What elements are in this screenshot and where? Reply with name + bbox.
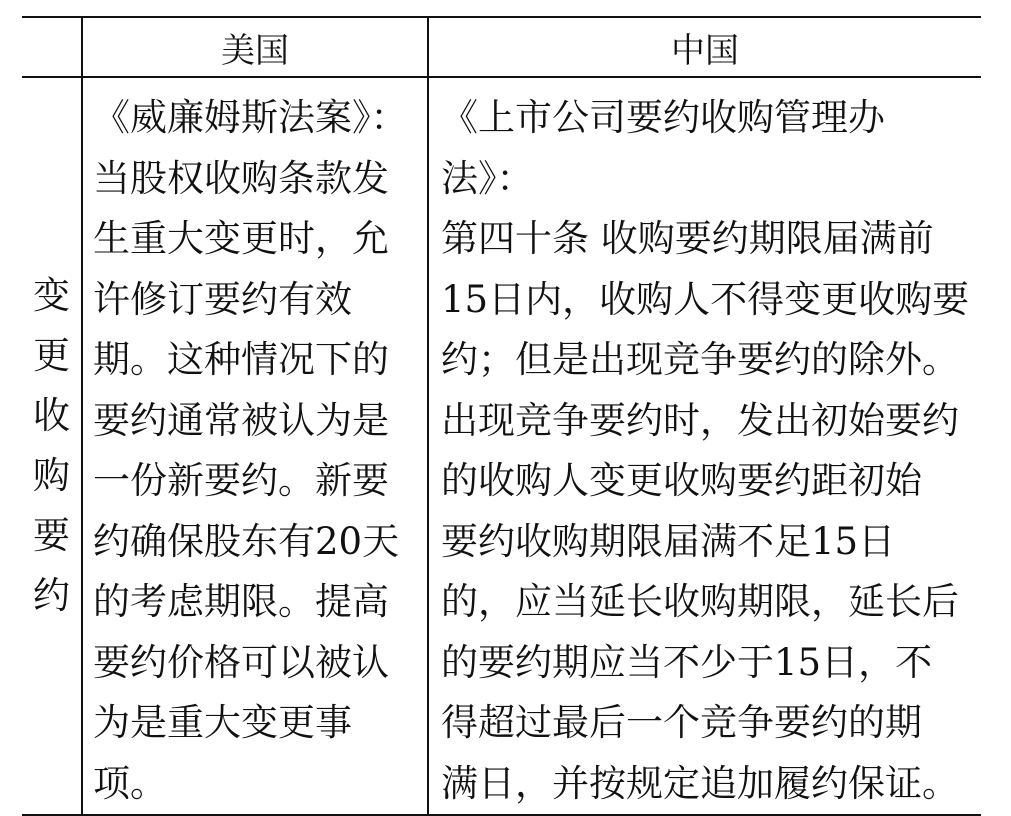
row-label-cell (22, 77, 82, 815)
row-label-text: 变更收购要约 (33, 273, 70, 617)
header-row (22, 17, 981, 77)
us-content-cell (82, 77, 428, 815)
cn-header-cell: 中国 (428, 17, 981, 77)
table-row (22, 77, 981, 815)
corner-header-cell (22, 17, 82, 77)
cn-content-text: 《上市公司要约收购管理办法》： 第四十条 收购要约期限届满前 15日内，收购人不得变更收购要 约；但是出现竞争要约的除外。 出现竞争要约时，发出初始要约 的收购人变更收购要约距初始 要约收购期限届满不足15日 的，应当延长收购期限，延长后 的要约期应当不少于15日，不 得超过最后一个竞争要约的期 满日，并按规定追加履约保证。 (441, 96, 970, 805)
us-content-text: 《威廉姆斯法案》： 当股权收购条款发 生重大变更时，允 许修订要约有效 期。这种情况下的 要约通常被认为是 一份新要约。新要 约确保股东有20天 的考虑期限。提高 要约价格可以被认 为是重大变更事项。 (93, 96, 408, 805)
comparison-table-wrapper (22, 16, 981, 816)
comparison-table (22, 16, 981, 816)
us-header-cell: 美国 (82, 17, 428, 77)
cn-content-cell (428, 77, 981, 815)
